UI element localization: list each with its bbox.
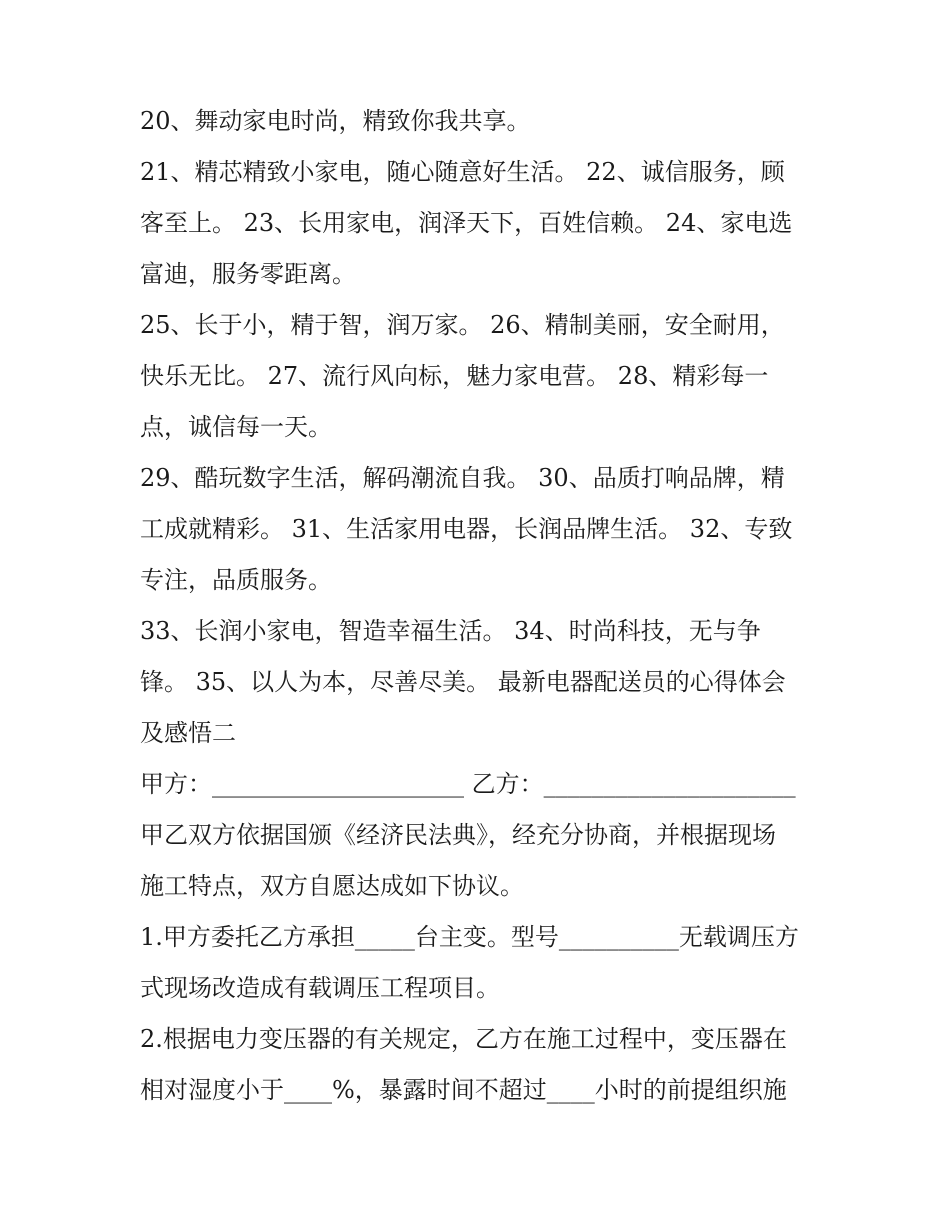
text-line: 甲乙双方依据国颁《经济民法典》，经充分协商，并根据现场: [140, 821, 776, 849]
section-heading: 及感悟二: [140, 719, 236, 747]
clause-1-line: 式现场改造成有载调压工程项目。: [140, 974, 500, 1002]
clause-1-line: 1.甲方委托乙方承担_____台主变。型号__________无载调压方: [140, 923, 799, 951]
text-line: 21、精芯精致小家电，随心随意好生活。 22、诚信服务，顾: [140, 158, 785, 186]
text-line: 施工特点，双方自愿达成如下协议。: [140, 872, 524, 900]
text-line: 20、舞动家电时尚，精致你我共享。: [140, 107, 531, 135]
text-line: 29、酷玩数字生活，解码潮流自我。 30、品质打响品牌，精: [140, 464, 785, 492]
text-line: 工成就精彩。 31、生活家用电器，长润品牌生活。 32、专致: [140, 515, 793, 543]
clause-2-line: 2.根据电力变压器的有关规定，乙方在施工过程中，变压器在: [140, 1025, 787, 1053]
text-line: 快乐无比。 27、流行风向标，魅力家电营。 28、精彩每一: [140, 362, 769, 390]
text-line: 25、长于小，精于智，润万家。 26、精制美丽，安全耐用，: [140, 311, 785, 339]
party-signature-line: 甲方：_____________________ 乙方：_____________________: [140, 770, 796, 798]
text-line: 客至上。 23、长用家电，润泽天下，百姓信赖。 24、家电选: [140, 209, 793, 237]
text-line: 33、长润小家电，智造幸福生活。 34、时尚科技，无与争: [140, 617, 761, 645]
clause-2-line: 相对湿度小于____%，暴露时间不超过____小时的前提组织施: [140, 1076, 787, 1104]
text-line: 点，诚信每一天。: [140, 413, 332, 441]
text-line: 专注，品质服务。: [140, 566, 332, 594]
text-line: 富迪，服务零距离。: [140, 260, 356, 288]
text-line: 锋。 35、以人为本，尽善尽美。 最新电器配送员的心得体会: [140, 668, 786, 696]
